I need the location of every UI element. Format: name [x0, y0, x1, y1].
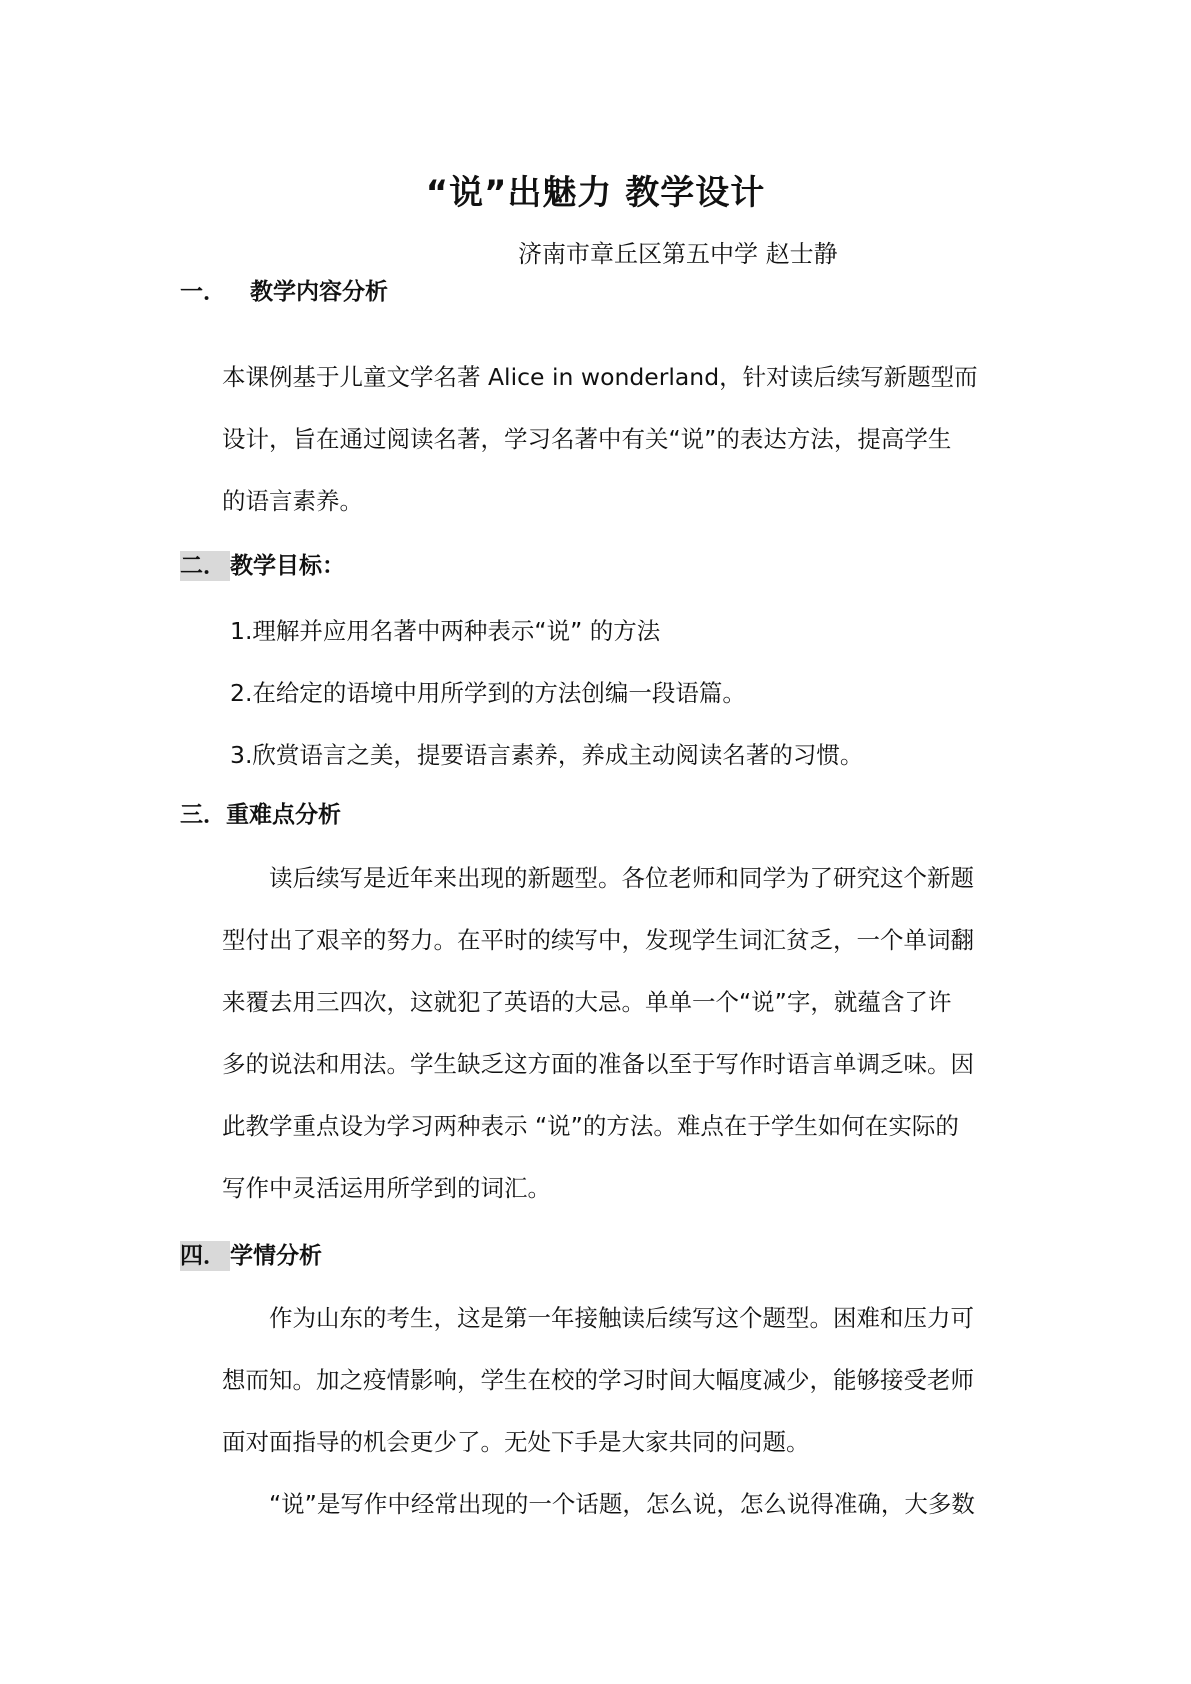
paragraph-line: “说”是写作中经常出现的一个话题，怎么说，怎么说得准确，大多数	[269, 1490, 975, 1518]
paragraph-line: 多的说法和用法。学生缺乏这方面的准备以至于写作时语言单调乏味。因	[222, 1050, 974, 1078]
section-title-2: 教学目标：	[230, 553, 345, 579]
paragraph-line: 面对面指导的机会更少了。无处下手是大家共同的问题。	[222, 1428, 810, 1456]
section-number-3: 三．	[180, 802, 226, 828]
paragraph-line: 写作中灵活运用所学到的词汇。	[222, 1174, 551, 1202]
section-1-paragraph	[222, 346, 1012, 532]
goal-item-3: 3.欣赏语言之美，提要语言素养，养成主动阅读名著的习惯。	[230, 741, 864, 769]
section-title-3: 重难点分析	[226, 802, 341, 828]
document-title: “说”出魅力 教学设计	[425, 173, 766, 213]
section-number-1: 一．	[180, 279, 226, 305]
goal-item-2: 2.在给定的语境中用所学到的方法创编一段语篇。	[230, 679, 746, 707]
section-4-paragraph-1	[222, 1287, 1012, 1473]
paragraph-line: 的语言素养。	[222, 487, 363, 515]
section-heading-2	[180, 551, 345, 581]
section-number-4: 四．	[180, 1241, 230, 1271]
paragraph-line: 来覆去用三四次，这就犯了英语的大忌。单单一个“说”字，就蕴含了许	[222, 988, 952, 1016]
paragraph-line: 此教学重点设为学习两种表示 “说”的方法。难点在于学生如何在实际的	[222, 1112, 959, 1140]
goal-item-1: 1.理解并应用名著中两种表示“说” 的方法	[230, 617, 661, 645]
section-heading-1	[180, 277, 388, 307]
section-heading-4	[180, 1241, 322, 1271]
paragraph-line: 本课例基于儿童文学名著 Alice in wonderland，针对读后续写新题型而	[222, 363, 978, 391]
paragraph-line: 读后续写是近年来出现的新题型。各位老师和同学为了研究这个新题	[269, 864, 974, 892]
paragraph-line: 想而知。加之疫情影响，学生在校的学习时间大幅度减少，能够接受老师	[222, 1366, 974, 1394]
section-title-1: 教学内容分析	[250, 279, 388, 305]
section-number-2: 二．	[180, 551, 230, 581]
section-3-paragraph	[222, 847, 1012, 1219]
section-heading-3	[180, 800, 341, 830]
section-title-4: 学情分析	[230, 1243, 322, 1269]
paragraph-line: 型付出了艰辛的努力。在平时的续写中，发现学生词汇贫乏，一个单词翻	[222, 926, 974, 954]
paragraph-line: 设计，旨在通过阅读名著，学习名著中有关“说”的表达方法，提高学生	[222, 425, 952, 453]
document-author: 济南市章丘区第五中学 赵士静	[518, 240, 838, 268]
section-4-paragraph-2	[222, 1473, 1012, 1535]
paragraph-line: 作为山东的考生，这是第一年接触读后续写这个题型。困难和压力可	[269, 1304, 974, 1332]
